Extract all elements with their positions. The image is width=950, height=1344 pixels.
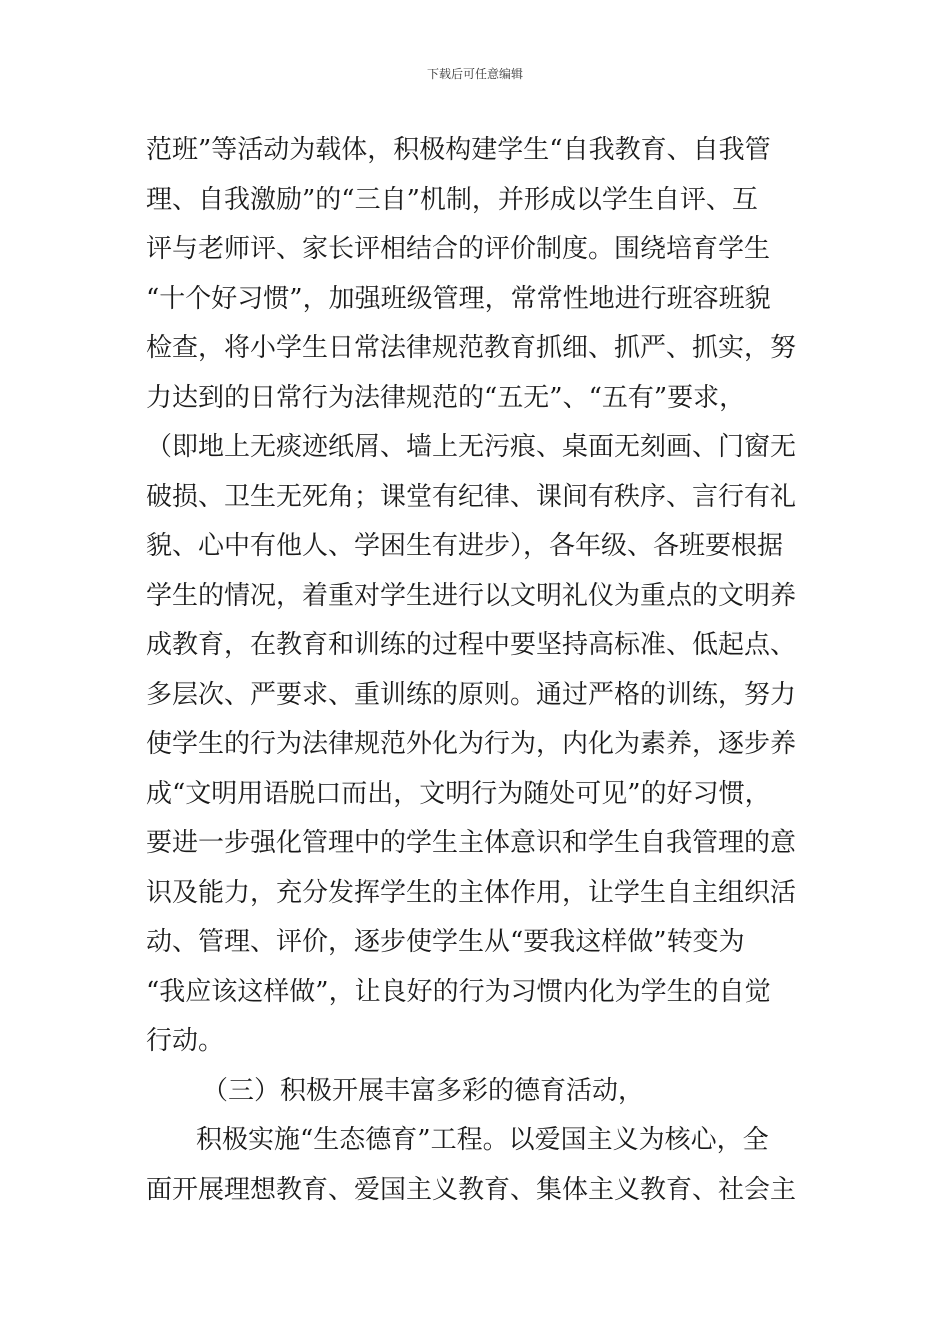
text-line: 貌、心中有他人、学困生有进步），各年级、各班要根据 — [146, 531, 784, 561]
text-line: 动、管理、评价，逐步使学生从“要我这样做”转变为 — [146, 927, 745, 957]
text-line: 评与老师评、家长评相结合的评价制度。围绕培育学生 — [146, 234, 771, 264]
text-line: 成“文明用语脱口而出，文明行为随处可见”的好习惯， — [146, 778, 771, 809]
text-line: 要进一步强化管理中的学生主体意识和学生自我管理的意 — [146, 828, 797, 858]
text-line: 行动。 — [146, 1026, 225, 1056]
section-heading: （三）积极开展丰富多彩的德育活动， — [202, 1075, 645, 1106]
text-line: 破损、卫生无死角；课堂有纪律、课间有秩序、言行有礼 — [146, 481, 797, 512]
text-line: 力达到的日常行为法律规范的“五无”、“五有”要求， — [146, 382, 746, 413]
text-line: 多层次、严要求、重训练的原则。通过严格的训练，努力 — [146, 679, 797, 710]
text-line: 范班”等活动为载体，积极构建学生“自我教育、自我管 — [146, 135, 771, 165]
text-line: 识及能力，充分发挥学生的主体作用，让学生自主组织活 — [146, 877, 797, 908]
text-line: 理、自我激励”的“三自”机制，并形成以学生自评、互 — [146, 184, 758, 215]
text-line: “我应该这样做”，让良好的行为习惯内化为学生的自觉 — [146, 976, 771, 1007]
text-line: “十个好习惯”，加强班级管理，常常性地进行班容班貌 — [146, 283, 771, 314]
page-header-note: 下载后可任意编辑 — [426, 67, 523, 81]
text-line: 面开展理想教育、爱国主义教育、集体主义教育、社会主 — [146, 1174, 797, 1205]
document-body — [146, 126, 818, 1215]
text-line: 检查，将小学生日常法律规范教育抓细、抓严、抓实，努 — [146, 333, 797, 363]
text-line: 学生的情况，着重对学生进行以文明礼仪为重点的文明养 — [146, 580, 797, 611]
paragraph-first-line: 积极实施“生态德育”工程。以爱国主义为核心，全 — [196, 1125, 769, 1155]
text-line: 使学生的行为法律规范外化为行为，内化为素养，逐步养 — [146, 729, 797, 759]
text-line: 成教育，在教育和训练的过程中要坚持高标准、低起点、 — [146, 630, 797, 660]
text-line: （即地上无痰迹纸屑、墙上无污痕、桌面无刻画、门窗无 — [146, 432, 797, 462]
